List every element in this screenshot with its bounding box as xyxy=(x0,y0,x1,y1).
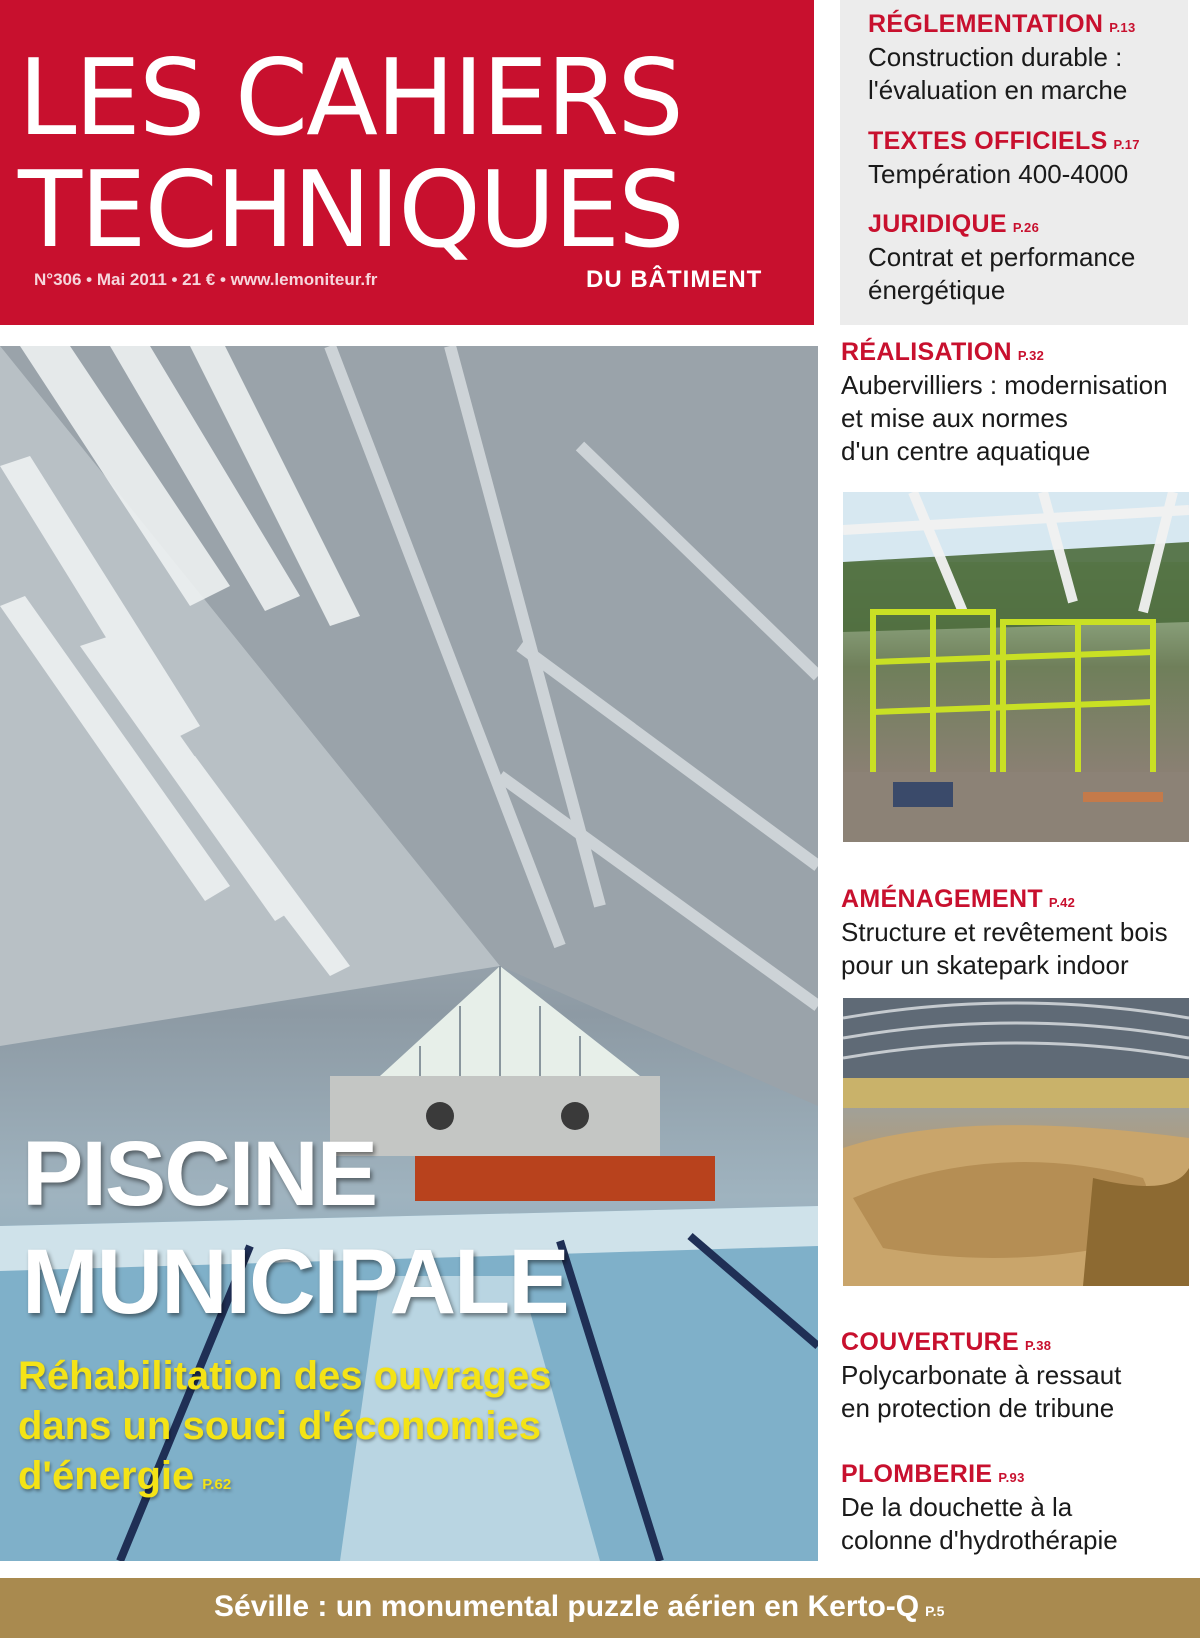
cover-subhead-text: d'énergie xyxy=(18,1454,195,1498)
issue-info: N°306 • Mai 2011 • 21 € • www.lemoniteur.fr xyxy=(34,270,378,289)
toc-page-ref: P.17 xyxy=(1113,137,1140,152)
toc-page-ref: P.13 xyxy=(1109,20,1136,35)
cover-photo xyxy=(0,346,818,1561)
toc-item-realisation[interactable] xyxy=(841,338,1193,468)
toc-item-juridique[interactable] xyxy=(868,210,1200,307)
toc-item-plomberie[interactable] xyxy=(841,1460,1193,1557)
toc-line: en protection de tribune xyxy=(841,1393,1115,1423)
footer-headline-text: Séville : un monumental puzzle aérien en Kerto-Q xyxy=(214,1590,920,1623)
cover-headline-line-2: MUNICIPALE xyxy=(22,1231,568,1333)
cover-subhead-page-ref: P.62 xyxy=(202,1476,232,1493)
toc-line: énergétique xyxy=(868,275,1006,305)
footer-headline xyxy=(214,1590,944,1624)
toc-item-couverture[interactable] xyxy=(841,1328,1193,1425)
toc-page-ref: P.26 xyxy=(1012,220,1040,235)
construction-site-image xyxy=(843,492,1189,842)
toc-section-title: RÉGLEMENTATION xyxy=(868,10,1104,38)
cover-subhead-line: dans un souci d'économies xyxy=(18,1404,541,1448)
cover-subhead-line-last xyxy=(18,1451,231,1510)
magazine-title-line-2: TECHNIQUES xyxy=(18,149,683,271)
toc-line: l'évaluation en marche xyxy=(868,75,1128,105)
toc-line: et mise aux normes xyxy=(841,403,1068,433)
toc-line: Structure et revêtement bois xyxy=(841,917,1168,947)
toc-line: colonne d'hydrothérapie xyxy=(841,1525,1118,1555)
footer-page-ref: P.5 xyxy=(925,1603,945,1619)
toc-section-title: COUVERTURE xyxy=(841,1328,1020,1356)
toc-line: Aubervilliers : modernisation xyxy=(841,370,1168,400)
footer-banner[interactable] xyxy=(0,1578,1200,1638)
toc-section-title: AMÉNAGEMENT xyxy=(841,885,1043,913)
cover-subhead-line: Réhabilitation des ouvrages xyxy=(18,1354,552,1398)
toc-page-ref: P.32 xyxy=(1017,348,1045,363)
toc-page-ref: P.42 xyxy=(1048,895,1076,910)
magazine-subtitle: DU BÂTIMENT xyxy=(586,266,763,293)
toc-section-title: JURIDIQUE xyxy=(868,210,1007,238)
skatepark-image xyxy=(843,998,1189,1286)
toc-line: Températion 400-4000 xyxy=(868,159,1129,189)
masthead xyxy=(0,0,814,325)
toc-section-title: RÉALISATION xyxy=(841,338,1012,366)
toc-line: Contrat et performance xyxy=(868,242,1136,272)
toc-page-ref: P.38 xyxy=(1025,1338,1052,1353)
toc-section-title: PLOMBERIE xyxy=(841,1460,993,1488)
toc-item-reglementation[interactable] xyxy=(868,10,1200,107)
magazine-title-line-1: LES CAHIERS xyxy=(18,37,682,159)
realisation-photo xyxy=(843,492,1189,842)
toc-line: pour un skatepark indoor xyxy=(841,950,1129,980)
cover-headline-line-1: PISCINE xyxy=(22,1123,377,1225)
toc-line: Construction durable : xyxy=(868,42,1123,72)
toc-page-ref: P.93 xyxy=(998,1470,1025,1485)
toc-line: Polycarbonate à ressaut xyxy=(841,1360,1122,1390)
toc-item-amenagement[interactable] xyxy=(841,885,1193,982)
toc-line: De la douchette à la xyxy=(841,1492,1073,1522)
toc-item-textes-officiels[interactable] xyxy=(868,127,1200,191)
amenagement-photo xyxy=(843,998,1189,1286)
toc-section-title: TEXTES OFFICIELS xyxy=(868,127,1108,155)
toc-line: d'un centre aquatique xyxy=(841,436,1091,466)
